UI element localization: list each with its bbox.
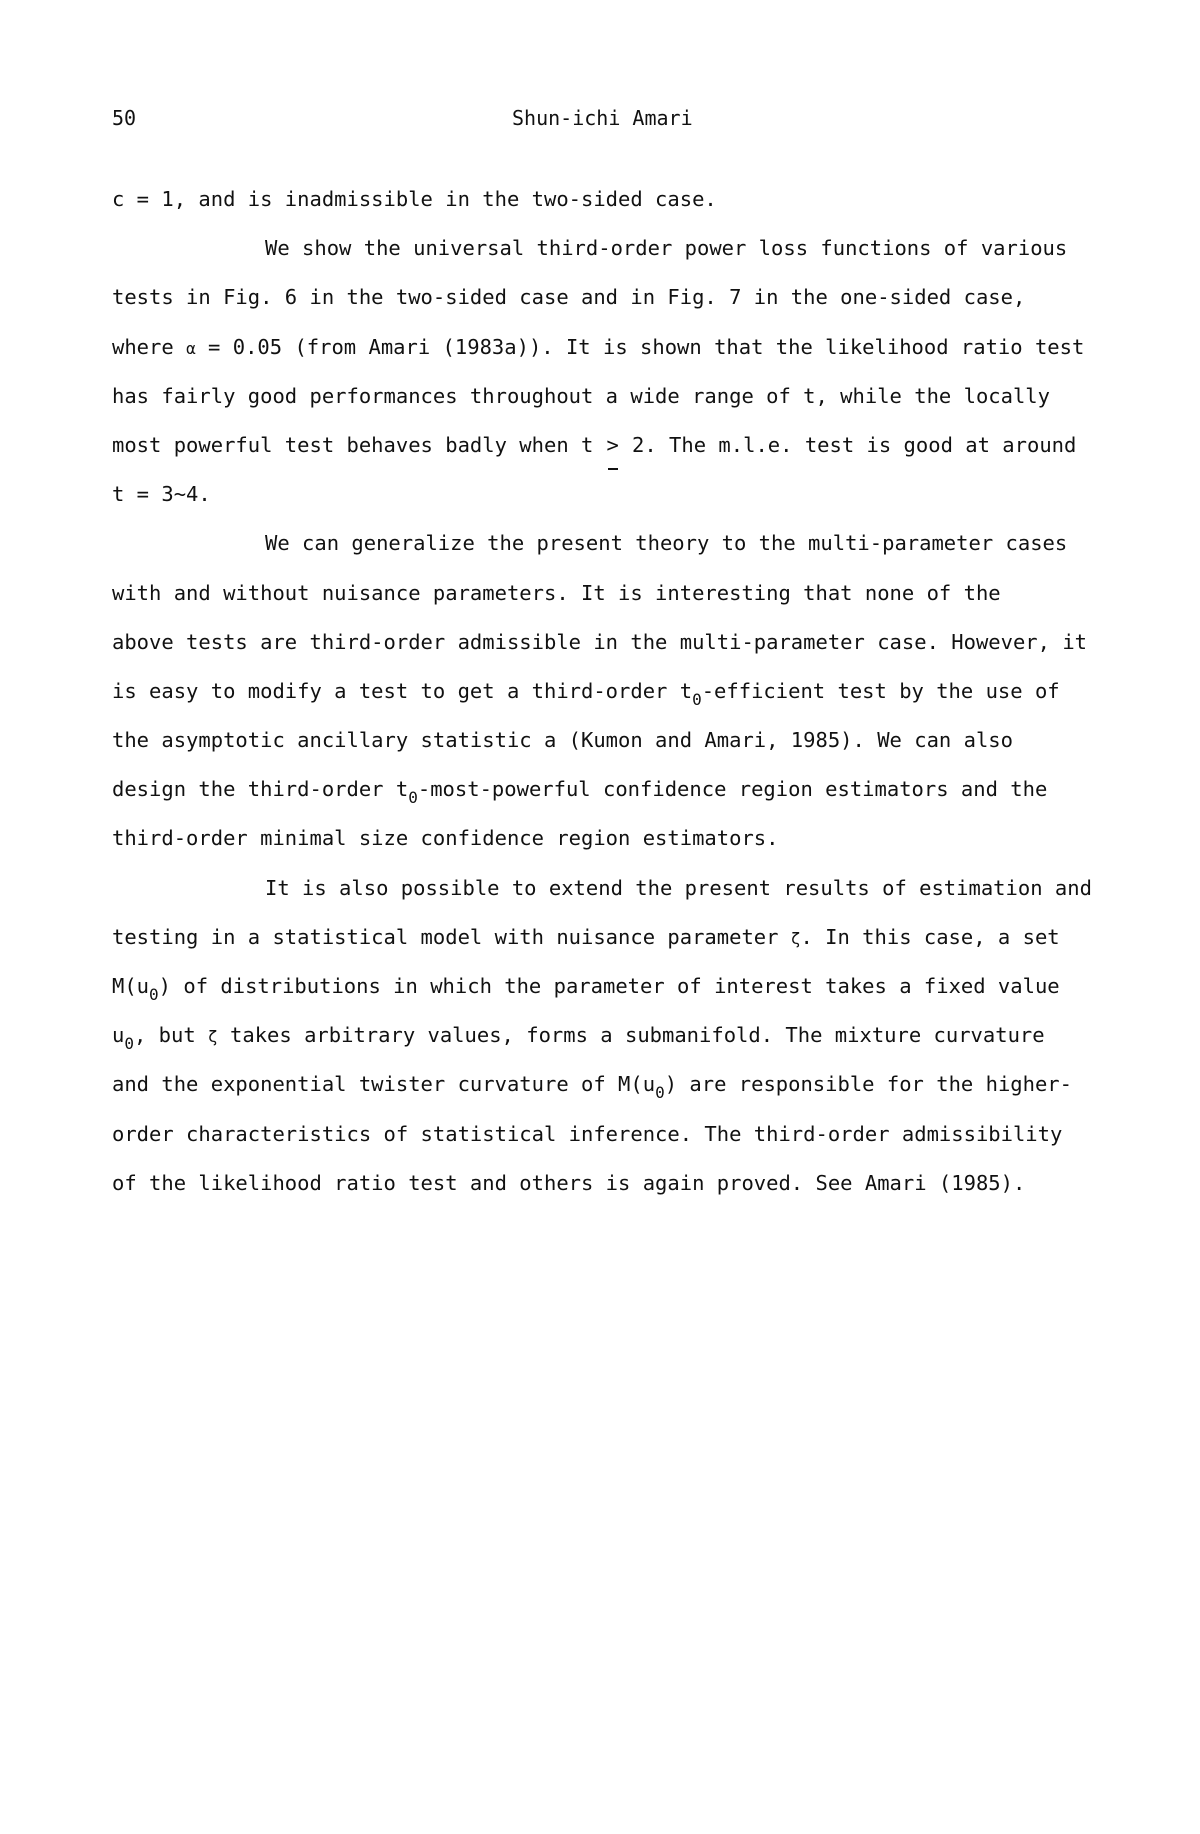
paragraph-line: order characteristics of statistical inference. The third-order admissibility <box>112 1121 1063 1146</box>
text-fragment: takes arbitrary values, forms a submanifold. The mixture curvature <box>217 1023 1045 1048</box>
text-fragment: and the exponential twister curvature of M(u <box>112 1072 656 1097</box>
running-head: Shun-ichi Amari <box>512 106 693 130</box>
text-fragment: ) are responsible for the higher- <box>664 1072 1072 1097</box>
text-fragment: -efficient test by the use of <box>701 678 1060 703</box>
subscript-zero: 0 <box>408 788 418 808</box>
paragraph-4 <box>112 864 1102 1208</box>
text-fragment: . In this case, a set <box>800 924 1060 949</box>
subscript-zero: 0 <box>124 1034 134 1054</box>
paragraph-line: It is also possible to extend the present results of estimation and <box>265 875 1092 900</box>
text-fragment: design the third-order t <box>112 777 409 802</box>
paragraph-line: above tests are third-order admissible in the multi-parameter case. However, it <box>112 629 1088 654</box>
paragraph-line: We can generalize the present theory to the multi-parameter cases <box>265 531 1068 556</box>
paragraph-line: the asymptotic ancillary statistic a (Kumon and Amari, 1985). We can also <box>112 728 1013 753</box>
paragraph-2 <box>112 224 1102 519</box>
page-header <box>112 103 1092 133</box>
subscript-zero: 0 <box>692 689 702 709</box>
paragraph-line <box>112 962 1102 1011</box>
alpha-symbol: α <box>186 338 196 358</box>
text-fragment: = 0.05 (from Amari (1983a)). It is shown that the likelihood ratio test <box>195 334 1085 359</box>
text-fragment: u <box>112 1023 125 1048</box>
page-number: 50 <box>112 106 137 130</box>
paragraph-line <box>112 765 1102 814</box>
text-fragment: is easy to modify a test to get a third-order t <box>112 678 693 703</box>
greater-equal-symbol: > <box>606 421 620 470</box>
paragraph-line: third-order minimal size confidence region estimators. <box>112 826 779 851</box>
text-fragment: 2. The m.l.e. test is good at around <box>619 432 1077 457</box>
paragraph-line <box>112 913 1102 962</box>
paragraph-3 <box>112 519 1102 863</box>
paragraph-line: has fairly good performances throughout a wide range of t, while the locally <box>112 383 1050 408</box>
body-text <box>112 175 1102 1208</box>
zeta-symbol: ζ <box>208 1027 218 1047</box>
text-fragment: M(u <box>112 974 150 998</box>
text-fragment: where <box>112 334 187 359</box>
paragraph-line: with and without nuisance parameters. It is interesting that none of the <box>112 580 1001 605</box>
paragraph-1 <box>112 175 1102 224</box>
text-fragment: ) of distributions in which the parameter of interest takes a fixed value <box>158 974 1060 998</box>
paragraph-line <box>112 1060 1102 1109</box>
paragraph-line <box>112 667 1102 716</box>
paragraph-line <box>112 323 1102 372</box>
zeta-symbol: ζ <box>790 928 801 948</box>
paragraph-line: tests in Fig. 6 in the two-sided case and in Fig. 7 in the one-sided case, <box>112 285 1026 310</box>
text-fragment: testing in a statistical model with nuisance parameter <box>112 924 791 949</box>
paragraph-line: c = 1, and is inadmissible in the two-sided case. <box>112 187 717 211</box>
text-fragment: , but <box>133 1023 209 1048</box>
paragraph-line <box>112 1011 1102 1060</box>
text-fragment: most powerful test behaves badly when t <box>112 432 606 457</box>
paragraph-line: We show the universal third-order power loss functions of various <box>265 236 1068 261</box>
paragraph-line: of the likelihood ratio test and others is again proved. See Amari (1985). <box>112 1170 1026 1195</box>
subscript-zero: 0 <box>655 1083 665 1103</box>
text-fragment: -most-powerful confidence region estimators and the <box>417 777 1048 802</box>
paragraph-line: t = 3~4. <box>112 482 211 507</box>
paragraph-line <box>112 421 1102 470</box>
subscript-zero: 0 <box>149 985 159 1004</box>
